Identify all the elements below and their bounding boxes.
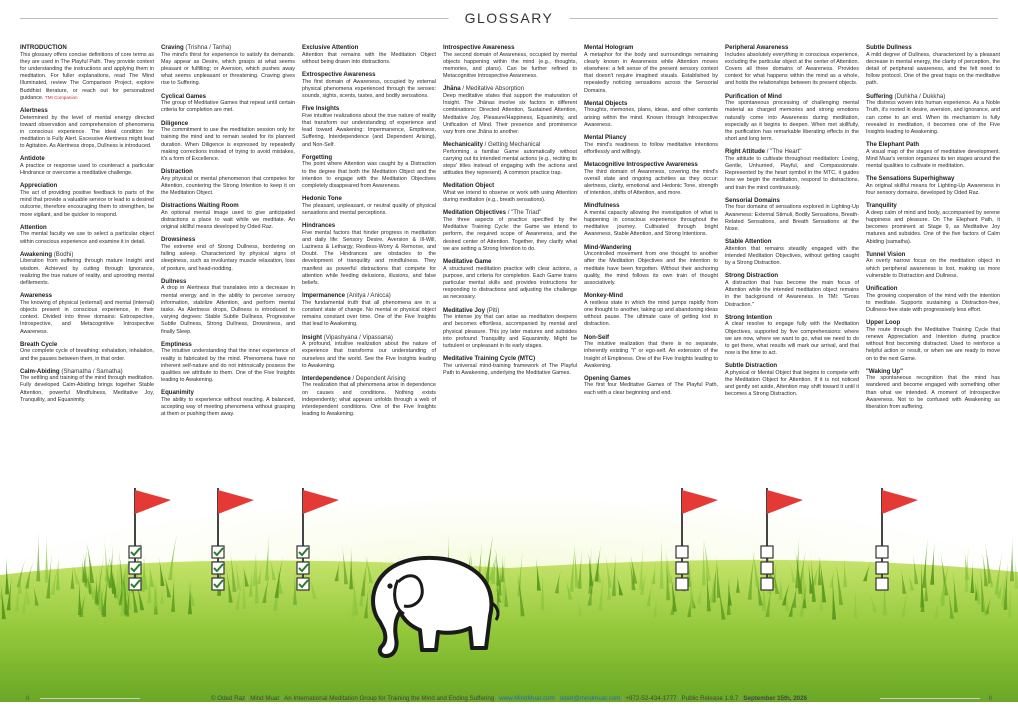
glossary-columns [20,44,1000,499]
glossary-column-1 [20,44,154,499]
glossary-term: Right Attitude / "The Heart" [725,148,802,156]
glossary-definition: An original skillful means for Lighting-Up Awareness in four sensory domains, developed by Oded Raz. [866,182,1000,197]
glossary-entry [584,202,718,238]
glossary-term: The Sensations Superhighway [866,175,955,183]
glossary-definition: The third domain of Awareness, covering the mind's overall state and ongoing activities as they occur: alertness, clarity, emotional and Hedonic Tone, strength of intention, shifts of Attention, and more. [584,168,718,197]
glossary-term: Strong Intention [725,313,773,321]
glossary-definition: The attitude to cultivate throughout meditation: Loving, Gentle, Unhurried, Playful, and Compassionate. Represented by the heart symbol in the MTC, it guides how we begin the meditation, respond to distractions, and train the mind continuously. [725,155,859,191]
glossary-term-alt: / Getting Mechanical [484,141,541,149]
glossary-column-7 [866,44,1000,499]
glossary-entry [20,292,154,336]
glossary-entry [443,355,577,377]
glossary-entry [725,362,859,398]
glossary-term: Mindfulness [584,202,620,210]
footer-date: September 15th, 2026 [743,695,807,702]
glossary-definition: A clear resolve to engage fully with the Meditation Objectives, supported by five comprehensions: where we are now, where we want to go, what we need to do to get there, what results will mark our arrival, and that now is the time to act. [725,321,859,357]
glossary-entry [866,141,1000,170]
glossary-entry [20,251,154,287]
glossary-term: Sensorial Domains [725,196,780,204]
glossary-term: Tunnel Vision [866,250,906,258]
glossary-term: Purification of Mind [725,92,782,100]
glossary-definition: The spontaneous processing of challenging mental material as charged memories and strong emotions naturally come into Awareness during meditation, especially as it begins to deepen. When met skillfully, the purification has remarkable liberating effects in the short and long term. [725,100,859,143]
glossary-definition: A mild degree of Dullness, characterized by a pleasant decrease in mental energy, the clarity of perception, the detail of peripheral awareness, and the felt need to follow protocol. One of the great traps on the meditative path. [866,51,1000,87]
checkbox-icon [761,578,773,590]
glossary-term: Meditation Objectives / "The Triad" [443,209,542,217]
meditation-path-illustration [0,480,1018,702]
glossary-term: Peripheral Awareness [725,44,789,51]
glossary-term: Stable Attention [725,238,772,246]
glossary-entry [161,202,295,231]
glossary-definition: The extreme end of Strong Dullness, bordering on falling asleep. Characterized by physical signs of sleepiness, such as involuntary muscle relaxation, loss of posture, and head-nodding. [161,244,295,272]
glossary-entry [866,44,1000,88]
footer-website-link[interactable]: www.MindMuar.com [499,695,555,702]
glossary-term: Strong Distraction [725,272,779,280]
glossary-definition: Deep meditative states that support the maturation of Insight. The Jhānas involve six factors in different combinations: Directed Attention, Sustained Attention, Meditative Joy, Pleasure/Happiness, Equanimity, and Unification of Mind. Their presence and prominence vary from one Jhāna to another. [443,92,577,135]
glossary-column-6 [725,44,859,499]
glossary-definition: Determined by the level of mental energy directed toward observation and comprehension of phenomena in conscious experience. The ideal condition for meditation is Fully Alert. Excessive Alertness might lead to Agitation. As Alertness drops, Dullness is introduced. [20,114,154,150]
checkbox-icon [761,546,773,558]
glossary-term: Antidote [20,155,45,163]
glossary-entry [20,155,154,177]
glossary-definition: This glossary offers concise definitions of core terms as they are used in The Playful Path. They provide context for understanding the instructions and applying them in meditation. For fuller explanations, read The Mind Illuminated, review The Comparison Project, explore Buddhist literature, or reach out for personalized guidance. TMI Companion [20,51,154,101]
glossary-entry [443,44,577,80]
glossary-term-alt: (Trishna / Tanha) [185,44,232,51]
glossary-entry [866,202,1000,246]
footer-tagline: An International Meditation Group for Training the Mind and Ending Suffering [284,695,495,702]
glossary-definition: Five intuitive realizations about the true nature of reality that transform our understanding of experience and lead toward Awakening: Impermanence, Emptiness, Suffering, Interdependence (and Dependent Arising), and Non-Self. [302,112,436,148]
glossary-entry [443,209,577,253]
glossary-definition: The mental faculty we use to select a particular object within conscious experience and examine it in detail. [20,231,154,245]
glossary-entry [584,100,718,129]
glossary-entry [302,222,436,287]
checkbox-icon [676,562,688,574]
glossary-entry [161,278,295,336]
glossary-entry [161,389,295,418]
glossary-entry [866,251,1000,280]
glossary-definition: Any physical or mental phenomenon that competes for Attention, countering the Strong Intention to keep it on the Meditation Object. [161,175,295,197]
glossary-entry [725,93,859,144]
glossary-definition: The mind's readiness to follow meditative intentions effortlessly and willingly. [584,141,718,155]
glossary-definition: Thoughts, memories, plans, ideas, and other contents arising within the mind. Known through Introspective Awareness. [584,107,718,128]
glossary-definition: The four domains of sensations explored in Lighting-Up Awareness: External Stimuli, Bodily Sensations, Breath-Related Sensations, and Breath Sensations at the Nose. [725,204,859,232]
glossary-term: Meditative Joy (Piti) [443,306,500,314]
glossary-definition: The pleasant, unpleasant, or neutral quality of physical sensations and mental perceptions. [302,202,436,216]
glossary-term: Suffering (Duhkha / Dukkha) [866,92,946,100]
glossary-definition: The commitment to use the meditation session only for training the mind and to remain seated for its planned duration. When Diligence is expressed by repeatedly making corrections instead of trying to avoid mistakes, it's a form of Excellence. [161,127,295,162]
glossary-entry [725,272,859,308]
glossary-definition: The knowing of physical (external) and mental (internal) objects present in conscious experience, in their context. Divided into three domains: Extrospective, Introspective, and Metacognitive Introspective Awareness. [20,299,154,335]
glossary-definition: One complete cycle of breathing: exhalation, inhalation, and the pauses between them, in that order. [20,348,154,362]
glossary-definition: The second domain of Awareness, occupied by mental objects happening within the mind (e.g., thoughts, memories, and plans). Can be further refined to Metacognitive Introspective Awareness. [443,51,577,80]
glossary-entry [866,93,1000,137]
glossary-column-3 [302,44,436,499]
glossary-entry [20,107,154,151]
checkbox-icon [676,546,688,558]
glossary-term: Craving (Trishna / Tanha) [161,44,232,51]
glossary-term: Monkey-Mind [584,292,623,300]
glossary-entry [584,161,718,197]
glossary-definition: Performing a familiar Game automatically without carrying out its intended mental actions (e.g., reciting its steps' titles instead of engaging with the actions and attitudes they represent). A common practice trap. [443,148,577,177]
glossary-definition: A practice or response used to counteract a particular Hindrance or overcome a meditative challenge. [20,163,154,177]
glossary-term-alt: / "The Heart" [766,148,802,156]
glossary-definition: The realization that all phenomena arise in dependence on causes and conditions. Nothing exists independently; what appears unfolds through a web of interdependent conditions. One of the Five Insights leading to Awakening. [302,382,436,418]
glossary-term: Mental Pliancy [584,133,627,141]
glossary-term-alt: (Duhkha / Dukkha) [894,92,946,100]
glossary-entry [584,44,718,95]
glossary-entry [584,375,718,397]
glossary-term-alt: (Shamatha / Samatha) [61,367,123,375]
glossary-term: Distractions Waiting Room [161,202,239,210]
glossary-entry [161,44,295,88]
glossary-entry [443,307,577,351]
glossary-term: Diligence [161,119,189,127]
glossary-definition: The first four Meditative Games of The Playful Path, each with a clear beginning and end. [584,382,718,396]
glossary-definition: The universal mind-training framework of The Playful Path to Awakening, underlying the Meditative Games. [443,362,577,376]
glossary-definition: Attention that remains steadily engaged with the intended Meditation Objectives, without getting caught by a Strong Distraction. [725,245,859,267]
glossary-definition: Five mental factors that hinder progress in meditation and daily life: Sensory Desire, Aversion & Ill-Will, Laziness & Lethargy, Restless-Worry & Remorse, and Doubt. The Hindrances are obstacles to the development of tranquility and mindfulness. They manifest as powerful distractions that compete for attention while feeding delusions, illusions, and false beliefs. [302,229,436,286]
glossary-definition: An optional mental image used to give anticipated distractions a place to wait while we meditate. An original skillful means developed by Oded Raz. [161,209,295,231]
glossary-entry [302,334,436,370]
glossary-entry [725,197,859,233]
page-title: GLOSSARY [449,10,570,26]
glossary-definition: The group of Meditative Games that repeat until certain criteria for completion are met. [161,100,295,114]
glossary-definition: The fundamental truth that all phenomena are in a constant state of change. No mental or physical object remains constant over time. One of the Five Insights that lead to Awakening. [302,299,436,328]
glossary-term: Attention [20,223,47,231]
glossary-entry [302,375,436,419]
glossary-term: Distraction [161,168,193,176]
checkbox-icon [876,578,888,590]
glossary-term: Emptiness [161,340,192,348]
glossary-term: Tranquility [866,202,897,210]
glossary-entry [302,154,436,190]
glossary-definition: A drop in Alertness that translates into a decrease in mental energy and in the ability to perceive sensory information, stabilize Attention, and perform mental tasks. As Alertness drops, Dullness is introduced to varying degrees: Stable Subtle Dullness, Progressive Subtle Dullness, Strong Dullness, Drowsiness, and finally Sleep. [161,285,295,335]
glossary-definition: A restless state in which the mind jumps rapidly from one thought to another, taking up and abandoning ideas without pause. The ultimate case of getting lost in distraction. [584,299,718,328]
glossary-entry [584,134,718,156]
glossary-term: Appreciation [20,182,58,190]
glossary-entry [866,175,1000,197]
glossary-entry [20,224,154,246]
glossary-definition: Uncontrolled movement from one thought to another after the Meditation Objectives and the intention to meditate have been forgotten. Without their anchoring quality, the mind follows its own train of thought associatively. [584,251,718,286]
checkbox-icon [676,578,688,590]
glossary-term-alt: (Piti) [486,306,500,314]
glossary-definition: A distraction that has become the main focus of Attention while the intended meditation object remains in the background of Awareness. In TMI: "Gross Distraction." [725,279,859,308]
glossary-term: Hedonic Tone [302,195,342,203]
glossary-definition: What we intend to observe or work with using Attention during meditation (e.g., breath sensations). [443,190,577,204]
glossary-definition: The intense joy that can arise as meditation deepens and becomes effortless, accompanied by mental and physical pleasure. This joy later matures and subsides into profound Tranquility and Equanimity. Might be turbulent or unpleasant in its early stages. [443,314,577,349]
glossary-term: Forgetting [302,153,333,161]
glossary-entry [20,341,154,363]
glossary-column-4 [443,44,577,499]
glossary-definition: The settling and training of the mind through meditation. Fully developed Calm-Abiding brings together Stable Attention, powerful Mindfulness, Meditative Joy, Tranquility, and Equanimity. [20,375,154,403]
glossary-definition: The route through the Meditative Training Cycle that renews Appreciation and Intention during practice without first becoming distracted. Used to reinforce a helpful action or result, or when we are ready to move on to the next Game. [866,326,1000,362]
glossary-entry [443,141,577,177]
glossary-definition: A mental capacity allowing the investigation of what is happening in conscious experience throughout the meditative journey. Cultivated through bright Awareness, Stable Attention, and Strong Intentions. [584,209,718,238]
glossary-column-2 [161,44,295,499]
glossary-term: The Elephant Path [866,141,920,149]
glossary-entry [20,44,154,102]
glossary-definition: A metaphor for the body and surroundings remaining clearly known in Awareness while Attention moves elsewhere: a felt sense of the present sensory context that doesn't require imagined visuals. Established by repeatedly noticing sensations across the Sensorial Domains. [584,51,718,94]
glossary-column-5 [584,44,718,499]
glossary-entry [584,292,718,328]
glossary-definition: A deep calm of mind and body, accompanied by serene happiness and pleasure. On The Elephant Path, it becomes prominent at Stage 9, as Meditative Joy matures and subsides. One of the five factors of Calm Abiding (samatha). [866,209,1000,245]
glossary-entry [584,244,718,288]
glossary-entry [584,334,718,370]
glossary-definition: The intuitive realization that there is no separate, inherently existing "I" or ego-self. An extension of the Insight of Emptiness. One of the Five Insights leading to Awakening. [584,341,718,369]
glossary-term-alt: / "The Triad" [507,209,542,217]
glossary-definition: Includes absolutely everything in conscious experience, excluding the particular object at the center of Attention. Covers all three domains of Awareness. Provides context for what happens within the mind as a whole, and holds the relationships between its present objects. [725,51,859,87]
glossary-term: Meditative Training Cycle (MTC) [443,355,536,363]
glossary-term: INTRODUCTION [20,44,67,51]
glossary-entry [443,85,577,136]
glossary-definition: The growing cooperation of the mind with the intention to meditate. Supports sustaining a Distraction-free, Dullness-free state with progressively less effort. [866,292,1000,313]
footer-org: Mind Muar [250,695,280,702]
glossary-term: Meditation Object [443,182,495,190]
glossary-term: Interdependence / Dependent Arising [302,374,406,382]
glossary-term: Hindrances [302,222,336,230]
glossary-term: Cyclical Games [161,92,207,100]
glossary-definition: The act of providing positive feedback to parts of the mind that provide a valuable service or lead to a desired outcome, therefore encouraging them to strengthen, be more vigilant, and be quicker to respond. [20,190,154,218]
glossary-term-alt: (Anitya / Anicca) [346,292,391,300]
glossary-entry [20,368,154,404]
glossary-entry [866,319,1000,363]
glossary-term: Dullness [161,277,187,285]
glossary-term: Impermanence (Anitya / Anicca) [302,292,391,300]
glossary-definition: The distress woven into human experience. As a Noble Truth, it's rooted in desire, aversion, and ignorance, and can come to an end. When its mechanism is fully revealed in meditation, it becomes one of the Five Insights leading to Awakening. [866,100,1000,135]
glossary-definition: A physical or Mental Object that begins to compete with the Meditation Object for Attention. If it is not noticed and gently set aside, Attention may shift toward it until it becomes a Strong Distraction. [725,369,859,398]
glossary-term: Upper Loop [866,319,901,327]
glossary-term: Subtle Dullness [866,44,912,51]
glossary-definition: The spontaneous recognition that the mind has wandered and become engaged with something other than what we intended. A moment of Introspective Awareness. Not to be confused with Awakening as liberation from suffering. [866,375,1000,411]
glossary-term-alt: (Bodhi) [53,250,74,258]
glossary-definition: A profound, intuitive realization about the nature of experience that transforms our understanding of ourselves and the world. See the Five Insights leading to Awakening. [302,341,436,369]
page-number-left: ii [26,695,30,702]
glossary-entry [725,148,859,192]
glossary-term: "Waking Up" [866,367,904,375]
glossary-definition: Liberation from suffering through mature Insight and wisdom. Achieved by cutting through Ignorance, realizing the true nature of reality, and uprooting mental defilements. [20,258,154,286]
footer-release: Public Release 1.9.7 [681,695,739,702]
glossary-entry [302,71,436,100]
glossary-term: Mental Hologram [584,44,634,51]
glossary-term: Calm-Abiding (Shamatha / Samatha) [20,367,123,375]
glossary-definition: A visual map of the stages of meditative development. Mind Muar's version organizes its ten stages around the mental qualities to cultivate in meditation. [866,148,1000,170]
glossary-term: Opening Games [584,374,631,382]
glossary-definition: The point where Attention was caught by a Distraction to the degree that both the Meditation Object and the intention to engage with the Meditation Objectives completely disappeared from Awareness. [302,161,436,189]
glossary-term: Extrospective Awareness [302,70,376,78]
glossary-term: Awakening (Bodhi) [20,250,74,258]
glossary-entry [725,44,859,88]
glossary-entry [443,258,577,302]
glossary-definition: The first domain of Awareness, occupied by external physical phenomena experienced through the senses: sounds, sights, scents, tastes, and bodily sensations. [302,78,436,99]
page-number-right: ii [988,695,992,702]
glossary-term: Awareness [20,292,53,300]
glossary-term: Five Insights [302,105,340,113]
glossary-entry [866,368,1000,412]
glossary-term: Non-Self [584,333,610,341]
glossary-entry [161,236,295,272]
glossary-term: Equanimity [161,389,194,397]
glossary-term-alt: / Dependent Arising [352,374,406,382]
footer: © Oded Raz | Mind Muar | An International Meditation Group for Training the Mind and Ending Suffering | www.MindMuar.com | oded@mindmuar.com | +972-52-434-1777 | Public Release 1.9.7 | September 15th, 2026 [211,695,807,702]
glossary-definition: The mind's thirst for experience to satisfy its demands. May appear as Desire, which grasps at what seems pleasant or fulfilling; or Aversion, which pushes away what seems unpleasant or threatening. Craving gives rise to Suffering. [161,51,295,87]
glossary-entry [302,44,436,66]
footer-author: © Oded Raz [211,695,246,702]
glossary-term: Drowsiness [161,236,196,244]
elephant-icon [373,558,498,656]
glossary-entry [161,120,295,164]
glossary-term: Breath Cycle [20,340,58,348]
glossary-term: Alertness [20,106,48,114]
glossary-definition: The three aspects of practice specified by the Meditative Training Cycle: the Game we intend to perform, the required scope of Awareness, and the desired center of Attention. Together, they clarify what we are setting a Strong Intention to do. [443,217,577,252]
glossary-term: Insight (Vipashyana / Vipassana) [302,333,393,341]
glossary-entry [725,314,859,358]
checkbox-icon [876,546,888,558]
glossary-term: Exclusive Attention [302,44,359,51]
glossary-definition: The intuitive understanding that the inner experience of reality is fabricated by the mind. Phenomena have no inherent self-nature and do not intrinsically possess the qualities we attribute to them. One of the Five Insights leading to Awakening. [161,348,295,384]
glossary-entry [20,182,154,218]
glossary-term: Introspective Awareness [443,44,515,51]
glossary-term: Unification [866,284,898,292]
glossary-term: Mind-Wandering [584,243,632,251]
glossary-entry [725,238,859,267]
glossary-term-alt: / Meditative Absorption [462,85,524,93]
glossary-definition: A structured meditation practice with clear actions, a purpose, and criteria for completion. Each Game trains particular mental skills and provides instructions for responding to distractions and adjusting the challenge as necessary. [443,265,577,301]
glossary-term: Mechanicality / Getting Mechanical [443,141,541,149]
glossary-entry [161,93,295,115]
glossary-entry [302,105,436,149]
glossary-term: Metacognitive Introspective Awareness [584,160,698,168]
glossary-term: Jhāna / Meditative Absorption [443,85,524,93]
glossary-entry [302,292,436,328]
glossary-term-alt: (Vipashyana / Vipassana) [323,333,393,341]
footer-phone: +972-52-434-1777 [625,695,677,702]
glossary-entry [443,182,577,204]
checkbox-icon [761,562,773,574]
tmi-companion-tag: TMI Companion [44,94,78,100]
glossary-term: Meditative Game [443,257,492,265]
glossary-definition: The ability to experience without reacting. A balanced, accepting way of meeting phenomena without grasping at them or pushing them away. [161,396,295,418]
footer-email-link[interactable]: oded@mindmuar.com [559,695,621,702]
glossary-definition: An overly narrow focus on the meditation object in which peripheral awareness is lost, making us more vulnerable to Distraction and Dullness. [866,258,1000,279]
glossary-entry [302,195,436,217]
glossary-term: Subtle Distraction [725,362,778,370]
glossary-term: Mental Objects [584,99,628,107]
glossary-definition: Attention that remains with the Meditation Object without being drawn into distractions. [302,51,436,65]
glossary-entry [866,285,1000,314]
glossary-entry [161,168,295,197]
checkbox-icon [876,562,888,574]
glossary-entry [161,341,295,385]
